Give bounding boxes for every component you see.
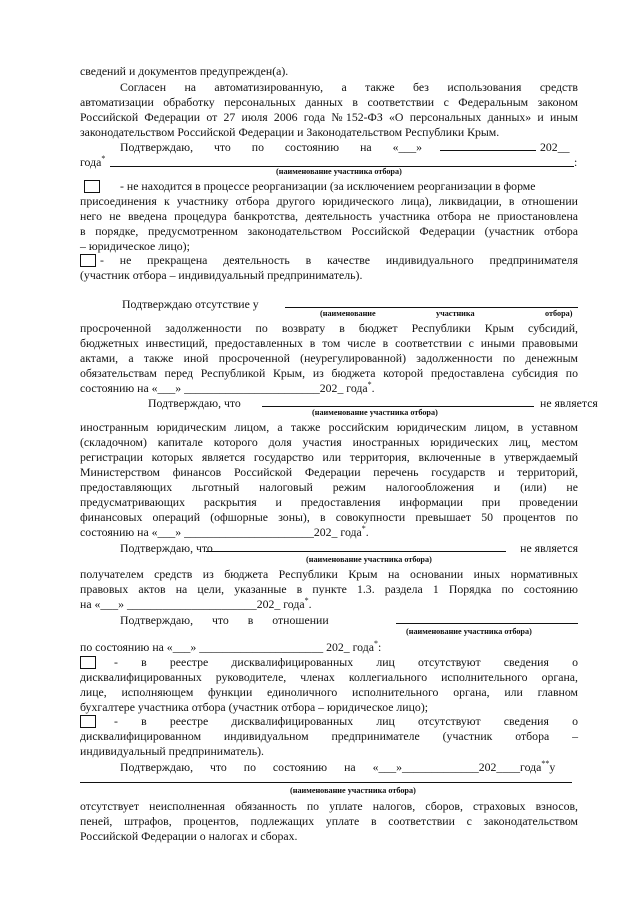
text-line: законодательством Российской Федерации и Законодательством Республики Крым. — [80, 125, 500, 139]
text-line: на «___» ______________________202_ года*. — [80, 596, 312, 611]
text-line: пеней, штрафов, процентов, подлежащих уплате в соответствии с законодательством — [80, 814, 578, 828]
caption: (наименование участника отбора) — [290, 786, 416, 795]
caption: (наименование — [320, 309, 376, 318]
text-line: бухгалтере участника отбора (участник отбора – юридическое лицо); — [80, 700, 429, 714]
text-line: Российской Федерации от 27 июля 2006 года №152-ФЗ «О персональных данных» и иным — [80, 110, 578, 124]
text-line: состоянию на «___» _______________________202_ года*. — [80, 380, 375, 395]
text-line: не является — [520, 541, 578, 555]
participant-name-blank — [80, 782, 572, 783]
text-line: правовых актов на цели, указанные в пункте 1.3. раздела 1 Порядка по состоянию — [80, 582, 578, 596]
text-line: регистрации которых является государство или территория, включенные в утверждаемый — [80, 450, 578, 464]
text-line: не является — [540, 396, 598, 410]
caption: (наименование участника отбора) — [276, 167, 402, 176]
text-line: иностранным юридическим лицом, а также российским юридическим лицом, в уставном — [80, 420, 578, 434]
text-line: присоединения к участнику отбора другого юридического лица), ликвидации, в отношении — [80, 194, 578, 208]
text-line: обязательствам перед Республикой Крым, из бюджета которой предоставлена субсидия по — [80, 366, 578, 380]
text-line: (складочном) капитале которого доля участия иностранных юридических лиц, местом — [80, 435, 578, 449]
checkbox-line: - не находится в процессе реорганизации (за исключением реорганизации в форме — [84, 179, 578, 193]
text-line: предусматривающих раскрытия и предоставления информации при проведении — [80, 495, 578, 509]
participant-name-blank — [206, 551, 506, 552]
text-line: состоянию на «___» ______________________202_ года*. — [80, 524, 369, 539]
text-line: отсутствует неисполненная обязанность по уплате налогов, сборов, страховых взносов, — [80, 799, 578, 813]
text-line: автоматизации обработку персональных данных в соответствии с Федеральным законом — [80, 95, 578, 109]
text-line: него не введена процедура банкротства, деятельность участника отбора не приостановлена — [80, 209, 578, 223]
checkbox-line: - в реестре дисквалифицированных лиц отсутствуют сведения о — [80, 714, 578, 728]
text-line: лице, исполняющем функции единоличного исполнительного органа, или главном — [80, 685, 578, 699]
text-line: индивидуальный предприниматель). — [80, 744, 264, 758]
text-line: Министерством финансов Российской Федерации перечень государств и территорий, — [80, 465, 578, 479]
text-line: Подтверждаю, что в отношении — [120, 613, 329, 627]
checkbox-line: - в реестре дисквалифицированных лиц отсутствуют сведения о — [80, 655, 578, 669]
checkbox[interactable] — [80, 715, 96, 728]
text-line: просроченной задолженности по возврату в бюджет Республики Крым субсидий, — [80, 321, 578, 335]
caption: (наименование участника отбора) — [312, 408, 438, 417]
text-line: по состоянию на «___» _____________________ 202_ года*: — [80, 639, 382, 654]
text-line: – юридическое лицо); — [80, 239, 190, 253]
caption: (наименование участника отбора) — [406, 627, 532, 636]
caption: участника — [436, 309, 475, 318]
text-line: актами, а также иной просроченной (неурегулированной) задолженности по денежным — [80, 351, 578, 365]
text-line: сведений и документов предупрежден(а). — [80, 64, 289, 78]
year-text: 202__ — [540, 140, 570, 154]
goda-text: года* — [80, 154, 106, 169]
text-line: предоставляющих льготный налоговый режим налогообложения и (или) не — [80, 480, 578, 494]
text-line: финансовых операций (офшорные зоны), в совокупности превышает 50 процентов по — [80, 510, 578, 524]
checkbox[interactable] — [80, 656, 96, 669]
text-line: получателем средств из бюджета Республики Крым на основании иных нормативных — [80, 567, 578, 581]
participant-name-blank — [396, 623, 578, 624]
text-line: в порядке, предусмотренном законодательством Российской Федерации (участник отбора — [80, 224, 578, 238]
participant-name-blank — [285, 307, 578, 308]
text-line: Подтверждаю, что — [148, 396, 241, 410]
text-line: дисквалифицированных руководителе, членах коллегиального исполнительного органа, — [80, 670, 578, 684]
colon: : — [574, 155, 578, 169]
text-line: бюджетных инвестиций, предоставленных в том числе в соответствии с иными правовыми — [80, 336, 578, 350]
checkbox[interactable] — [84, 180, 100, 193]
text-line: Подтверждаю отсутствие у — [122, 297, 259, 311]
text-line: Согласен на автоматизированную, а также без использования средств — [120, 80, 578, 94]
text-line: дисквалифицированном индивидуальном предпринимателе (участник отбора – — [80, 729, 578, 743]
checkbox-line: - не прекращена деятельность в качестве индивидуального предпринимателя — [80, 253, 578, 267]
date-blank — [440, 150, 536, 151]
participant-name-blank — [262, 406, 534, 407]
caption: (наименование участника отбора) — [306, 555, 432, 564]
text-line: Подтверждаю, что по состоянию на «___»_____________202____года**у — [120, 759, 556, 774]
confirm-date-line: Подтверждаю, что по состоянию на «___» — [120, 140, 423, 154]
text-line: Подтверждаю, что — [120, 541, 213, 555]
checkbox[interactable] — [80, 254, 96, 267]
text-line: Российской Федерации о налогах и сборах. — [80, 829, 298, 843]
text-line: (участник отбора – индивидуальный предприниматель). — [80, 268, 363, 282]
caption: отбора) — [545, 309, 573, 318]
